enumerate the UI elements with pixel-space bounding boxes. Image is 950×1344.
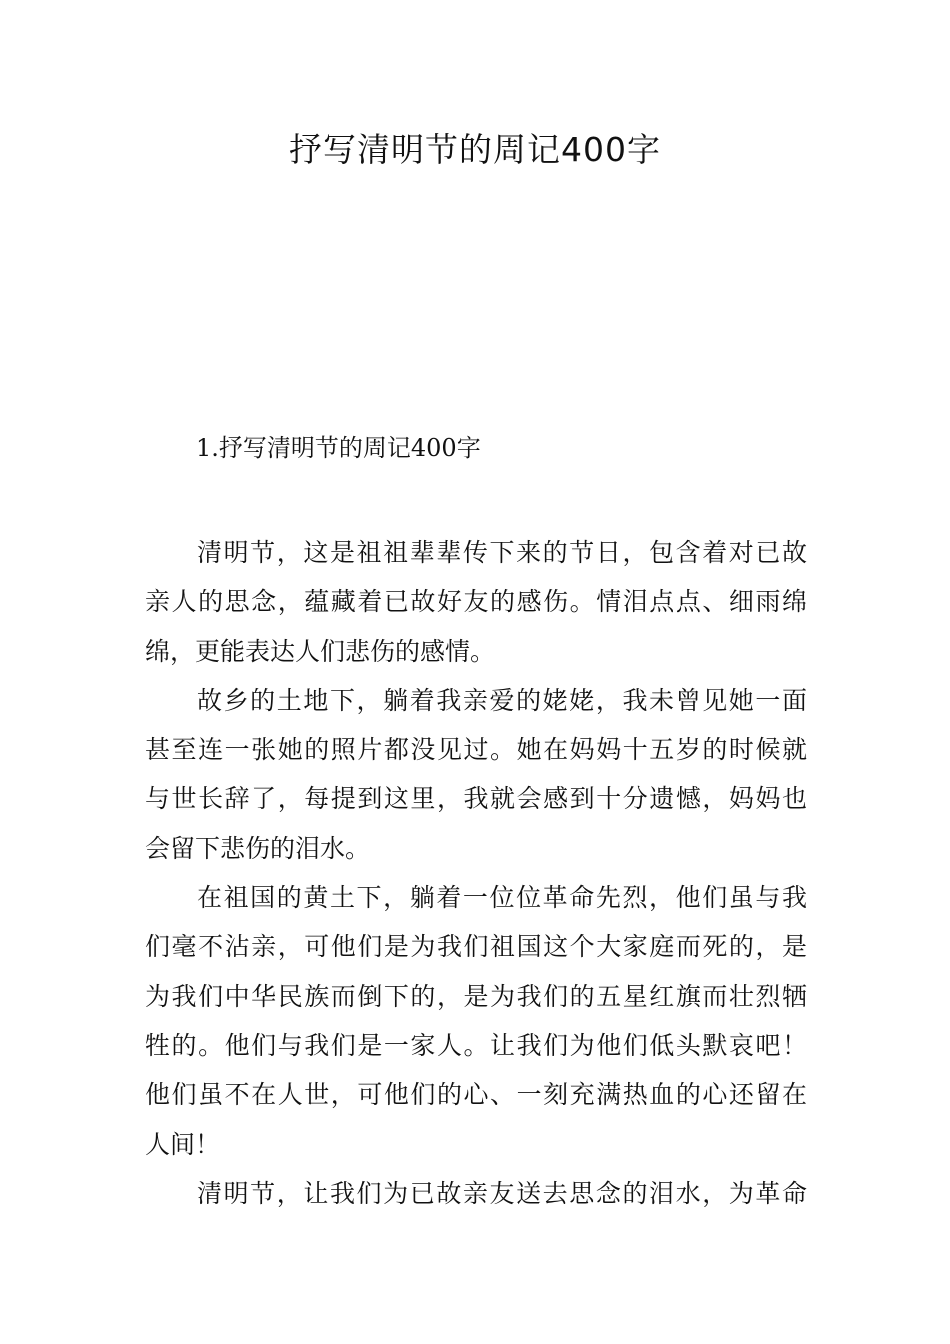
paragraph-2-line-4: 会留下悲伤的泪水。 bbox=[145, 833, 371, 863]
paragraph-3-line-4: 牲的。他们与我们是一家人。让我们为他们低头默哀吧！ bbox=[145, 1030, 807, 1060]
paragraph-1-line-2: 亲人的思念，蕴藏着已故好友的感伤。情泪点点、细雨绵 bbox=[145, 587, 807, 617]
paragraph-3-line-1: 在祖国的黄土下，躺着一位位革命先烈，他们虽与我 bbox=[197, 883, 807, 913]
section-heading: 1.抒写清明节的周记400字 bbox=[196, 434, 481, 462]
paragraph-2-line-3: 与世长辞了，每提到这里，我就会感到十分遗憾，妈妈也 bbox=[145, 784, 807, 814]
paragraph-2-line-1: 故乡的土地下，躺着我亲爱的姥姥，我未曾见她一面 bbox=[197, 685, 807, 715]
paragraph-3-line-2: 们毫不沾亲，可他们是为我们祖国这个大家庭而死的，是 bbox=[145, 932, 807, 962]
article-body bbox=[145, 528, 807, 1218]
paragraph-2-line-2: 甚至连一张她的照片都没见过。她在妈妈十五岁的时候就 bbox=[145, 735, 807, 765]
paragraph-3-line-3: 为我们中华民族而倒下的，是为我们的五星红旗而壮烈牺 bbox=[145, 981, 807, 1011]
paragraph-1-line-1: 清明节，这是祖祖辈辈传下来的节日，包含着对已故 bbox=[197, 538, 807, 567]
paragraph-4-line-1: 清明节，让我们为已故亲友送去思念的泪水，为革命 bbox=[197, 1178, 807, 1208]
paragraph-3-line-5: 他们虽不在人世，可他们的心、一刻充满热血的心还留在 bbox=[145, 1080, 807, 1110]
paragraph-3-line-6: 人间！ bbox=[145, 1129, 221, 1159]
paragraph-1-line-3: 绵，更能表达人们悲伤的感情。 bbox=[145, 636, 496, 666]
document-title: 抒写清明节的周记400字 bbox=[289, 130, 661, 169]
